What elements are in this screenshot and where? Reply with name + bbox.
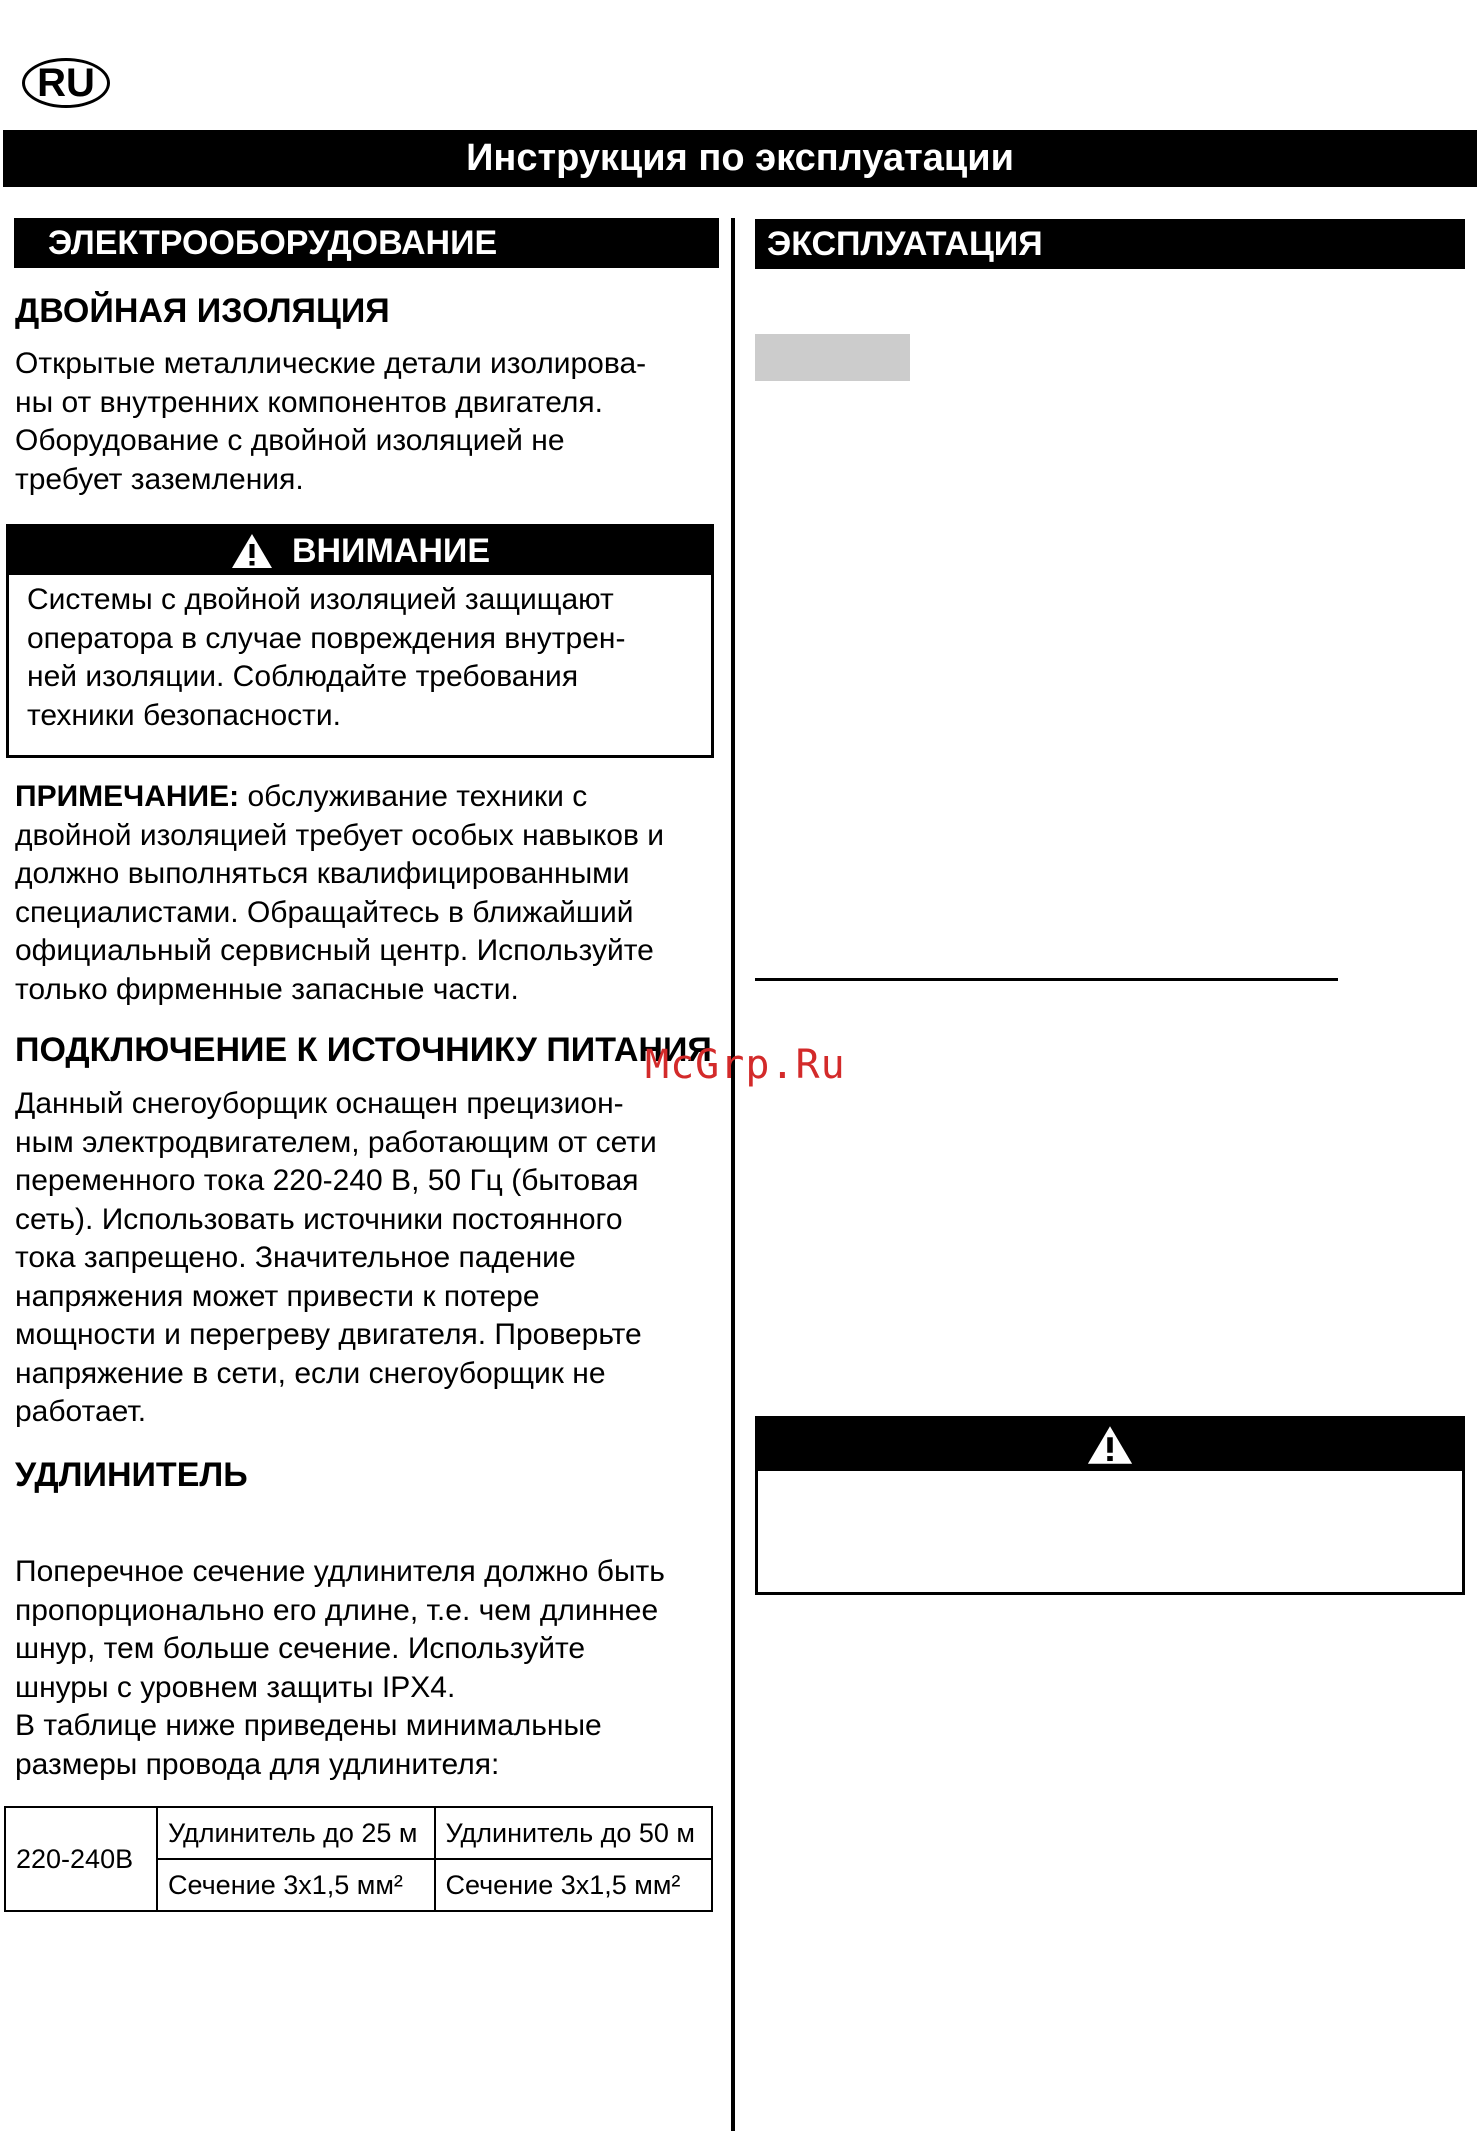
note-label: ПРИМЕЧАНИЕ: xyxy=(15,780,240,813)
table-cell-voltage: 220-240В xyxy=(5,1807,157,1911)
watermark: McGrp.Ru xyxy=(645,1042,846,1088)
section-header-electrical: ЭЛЕКТРООБОРУДОВАНИЕ xyxy=(14,218,719,268)
table-header-25m: Удлинитель до 25 м xyxy=(157,1807,435,1859)
text-extension-cord: Поперечное сечение удлинителя должно быть пропорционально его длине, т.е. чем длиннее шнур, тем больше сечение. Используйте шнуры с уровнем защиты IPX4. В таблице ниже приведены минимальные размеры провода для удлинителя: xyxy=(15,1555,665,1781)
table-cell-25m: Сечение 3х1,5 мм² xyxy=(157,1859,435,1911)
section-header-operation: ЭКСПЛУАТАЦИЯ xyxy=(755,219,1465,269)
table-cell-50m: Сечение 3х1,5 мм² xyxy=(435,1859,713,1911)
note-paragraph xyxy=(15,778,727,1009)
heading-double-insulation: ДВОЙНАЯ ИЗОЛЯЦИЯ xyxy=(15,292,390,330)
warning-box-right xyxy=(755,1416,1465,1595)
text-double-insulation: Открытые металлические детали изолирова- ны от внутренних компонентов двигателя. Оборудование с двойной изоляцией не требует заземления. xyxy=(15,347,647,496)
language-badge: RU xyxy=(22,58,110,108)
warning-header-right xyxy=(758,1419,1462,1471)
note-text: обслуживание техники с двойной изоляцией требует особых навыков и должно выполняться квалифицированными специалистами. Обращайтесь в ближайший официальный сервисный центр. Используйте только фирменные запасные части. xyxy=(15,780,664,1006)
warning-triangle-icon xyxy=(1085,1424,1135,1466)
heading-power-connection: ПОДКЛЮЧЕНИЕ К ИСТОЧНИКУ ПИТАНИЯ xyxy=(15,1031,712,1069)
horizontal-rule xyxy=(755,978,1338,981)
blank-placeholder xyxy=(755,334,910,381)
extension-table xyxy=(4,1806,713,1912)
column-divider xyxy=(731,218,735,2131)
heading-extension-cord: УДЛИНИТЕЛЬ xyxy=(15,1456,248,1494)
table-row xyxy=(5,1807,712,1859)
warning-text: Системы с двойной изоляцией защищают оператора в случае повреждения внутрен- ней изоляции. Соблюдайте требования техники безопасности. xyxy=(27,583,626,732)
warning-box xyxy=(6,524,714,758)
warning-header xyxy=(9,527,711,575)
warning-title: ВНИМАНИЕ xyxy=(291,531,491,570)
warning-triangle-icon xyxy=(230,532,274,570)
table-header-50m: Удлинитель до 50 м xyxy=(435,1807,713,1859)
page-title: Инструкция по эксплуатации xyxy=(3,130,1477,187)
text-power-connection: Данный снегоуборщик оснащен прецизион- ным электродвигателем, работающим от сети переменного тока 220-240 В, 50 Гц (бытовая сеть). Использовать источники постоянного тока запрещено. Значительное падение напряжения может привести к потере мощности и перегреву двигателя. Проверьте напряжение в сети, если снегоуборщик не работает. xyxy=(15,1087,657,1428)
